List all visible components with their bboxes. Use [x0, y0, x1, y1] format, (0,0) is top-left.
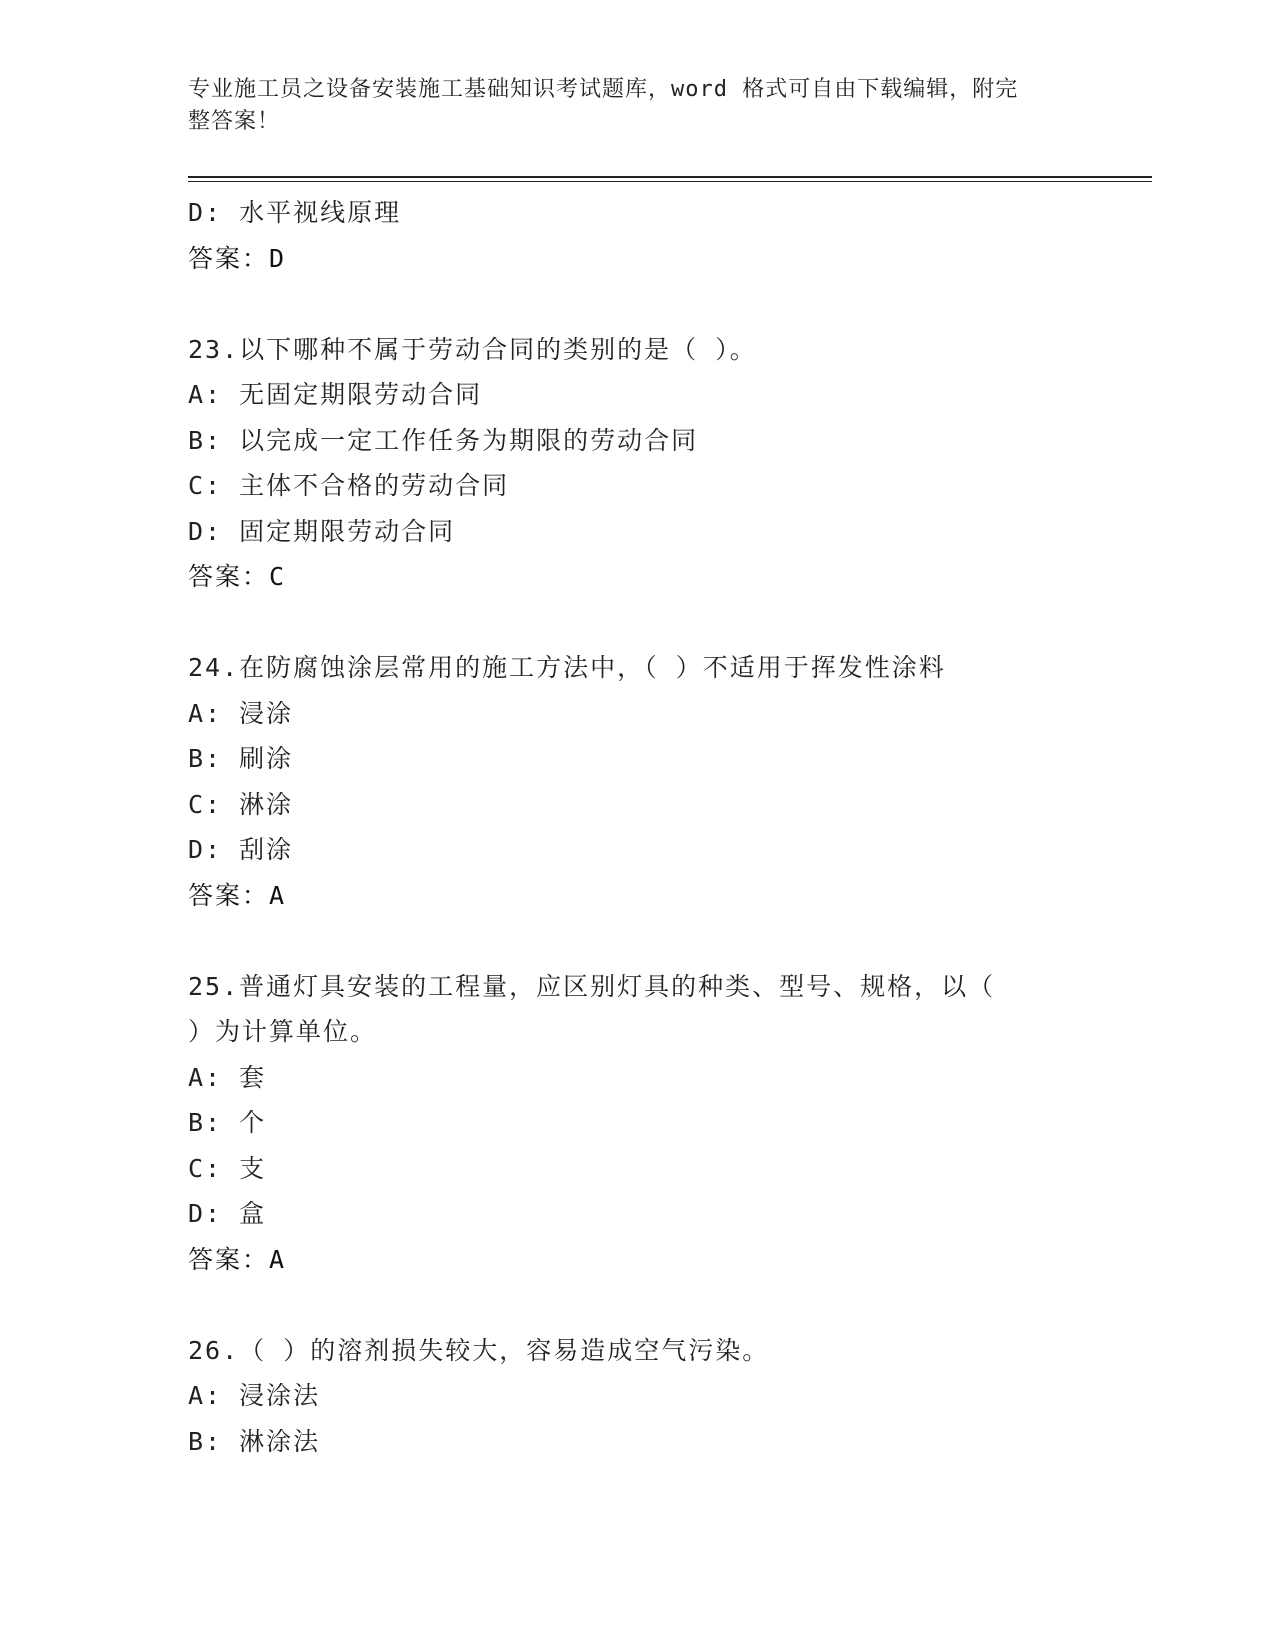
document-header	[188, 74, 1068, 138]
q26-option-b: B: 淋涂法	[188, 1426, 321, 1456]
q23-option-d: D: 固定期限劳动合同	[188, 516, 456, 546]
q25-option-a: A: 套	[188, 1062, 267, 1092]
q23-answer	[188, 554, 1088, 600]
answer-value: C	[269, 562, 287, 591]
spacer	[188, 918, 1088, 964]
q24-option-d: D: 刮涂	[188, 835, 294, 864]
q22-answer	[188, 236, 1088, 282]
q24-option-b: B: 刷涂	[188, 744, 294, 773]
q26-option-a: A: 浸涂法	[188, 1381, 321, 1410]
q24-option-c: C: 淋涂	[188, 789, 294, 819]
answer-value: D	[269, 243, 287, 273]
answer-value: A	[269, 880, 287, 910]
q24-answer	[188, 873, 1088, 919]
answer-label: 答案：	[188, 1244, 270, 1274]
spacer	[188, 1282, 1088, 1328]
q24-text: 24.在防腐蚀涂层常用的施工方法中，（ ）不适用于挥发性涂料	[188, 653, 946, 682]
q23-option-b: B: 以完成一定工作任务为期限的劳动合同	[188, 425, 699, 455]
q26-text: 26.（ ）的溶剂损失较大，容易造成空气污染。	[188, 1335, 770, 1365]
q25-answer	[188, 1237, 1088, 1283]
answer-label: 答案：	[188, 880, 270, 910]
q25-text-line-1: 25.普通灯具安装的工程量，应区别灯具的种类、型号、规格，以（	[188, 971, 996, 1001]
q24-option-a: A: 浸涂	[188, 698, 294, 728]
header-line-1: 专业施工员之设备安装施工基础知识考试题库，word 格式可自由下载编辑，附完	[188, 77, 1019, 102]
document-body	[188, 190, 1088, 1464]
q25-option-c: C: 支	[188, 1153, 267, 1183]
answer-label: 答案：	[188, 243, 270, 273]
answer-label: 答案：	[188, 562, 270, 591]
q23-text: 23.以下哪种不属于劳动合同的类别的是（ ）。	[188, 334, 757, 364]
answer-value: A	[269, 1244, 287, 1274]
q23-option-a: A: 无固定期限劳动合同	[188, 380, 483, 409]
q23-option-c: C: 主体不合格的劳动合同	[188, 471, 510, 500]
header-divider-thick	[188, 176, 1152, 178]
q25-option-d: D: 盒	[188, 1199, 267, 1228]
q22-option-d: D: 水平视线原理	[188, 198, 402, 227]
header-line-2: 整答案！	[188, 109, 281, 134]
spacer	[188, 281, 1088, 327]
header-divider-thin	[188, 181, 1152, 182]
spacer	[188, 600, 1088, 646]
q25-option-b: B: 个	[188, 1108, 267, 1137]
q25-text-line-2: ）为计算单位。	[188, 1017, 378, 1046]
